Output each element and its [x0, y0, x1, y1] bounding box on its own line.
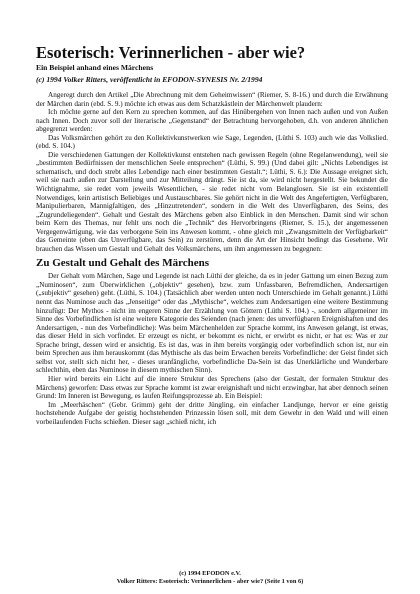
paragraph: Ich möchte gerne auf den Kern zu sprechen kommen, auf das Hinübergehen von Innen nach außen und von Außen nach Innen. Doch zuvor soll der literarische „Gegenstand“ der Betrachtung hervorgehoben, d.h. von anderen ähnlichen abgegrenzt werden:: [36, 108, 388, 134]
paragraph: Angeregt durch den Artikel „Die Abrechnung mit dem Geheimwissen“ (Riemer, S. 8-16.) und durch die Erwähnung der Märchen darin (ebd. S. 9.) möchte ich etwas aus dem Schatzkästlein der Märchenwelt plaudern:: [36, 91, 388, 108]
page-subtitle: Ein Beispiel anhand eines Märchens: [36, 63, 154, 72]
paragraph: Im „Meerhäschen“ (Gebr. Grimm) geht der dritte Jüngling, ein einfacher Landjunge, hervor er eine geistig hochstehende Aufgabe der geistig hochstehenden Prinzessin lösen soll, mit dem Gewehr in den Wald und will einen vorbeilaufenden Fuchs schießen. Dieser sagt „schieß nicht, ich: [36, 400, 388, 426]
page-footer: [0, 570, 420, 585]
paragraph: Der Gehalt vom Märchen, Sage und Legende ist nach Lüthi der gleiche, da es in jeder Gattung um einen Bezug zum „Numinosen“, zum Überwirklichen („objektiv“ gesehen), bzw. zum Unfassbaren, Befremdlichen, Andersartigen („subjektiv“ gesehen) geht. (Lüthi, S. 104.) (Tatsächlich aber werden unten noch Unterschiede im Gehalt genannt.) Lüthi nennt das Numinose auch das „Jenseitige“ oder das „Mythische“, welches zum Andersartigen eine weitere Bestimmung hinzufügt: Der Mythos - nicht im engeren Sinne der Erzählung von Göttern (Lüthi S. 104.) -, sondern allgemeiner im Sinne des Vorbefindlichen ist eine weitere Kategorie des Seienden (nach jenen: des unverfügbaren Ereignishaften und des Andersartigen, - nun des Vorbefindliche): Was beim Märchenhelden zur Sprache kommt, ins Anwesen gelangt, ist etwas, das dieser Held in sich vorfindet. Er erzeugt es nicht, er bekommt es nicht, er erwirbt es nicht, er hat es: Was er zur Sprache bringt, dessen wird er ansichtig. Es ist das, was in ihm bereits vorgängig oder vorbefindlich schon ist, nur ein beim Sprechen aus ihm herauskommt (das Mythische als das beim Erwachen bereits Vorbefindliche: der Geist findet sich selbst vor, stellt sich nicht her, - dieses uranfängliche, vorbefindliche Da-Sein ist das Unerklärliche und Wunderbare schlechthin, eben das Numinose in diesem mythischen Sinn).: [36, 272, 388, 375]
paragraph: Die verschiedenen Gattungen der Kollektivkunst entstehen nach gewissen Regeln (ohne Regelanwendung), weil sie „bestimmten Bedürfnissen der menschlichen Seele entsprechen“ (Lüthi, S. 99.) (Und dabei gilt: „Nichts Lebendiges ist schematisch, und doch strebt alles Lebendige nach einer bestimmten Gestalt.“; Lüthi, S. 6.): Die Aussage ereignet sich, weil sie nach außen zur Darstellung und zur Mitteilung drängt. Sie ist da, sie wird nicht hergestellt. Sie bekundet die Wichtignahme, sie redet vom jeweils Wesentlichen, - sie redet nicht vom Belanglosen. Sie ist ein existentiell Notwendiges, kein artistisch Beliebiges und Austauschbares. Sie gehört nicht in die Welt des Angefertigten, Verfügbaren, Manipulierbaren, Mannigfaltigen, des „Hinzutretenden“, sondern in die Welt des Unverfügbaren, des Seins, des „Zugrundeliegenden“. Gehalt und Gestalt des Märchens geben also Einblick in den Menschen. Damit sind wir schon beim Kern des Themas, nur fehlt uns noch die „Technik“ des Hervorbringens (Riemer, S. 15.), der angemessenen Vergegenwärtigung, wie das verborgene Sein ins Anwesen kommt, - ohne gleich mit „Zwangsmitteln der Verfügbarkeit“ das Gemeinte (eben das Unverfügbare, das Sein) zu zerstören, denn die Art der Hinsicht bedingt das Gesehene. Wir brauchen das Wissen um Gestalt und Gehalt des Volksmärchens, um ihm angemessen zu begegnen:: [36, 150, 388, 253]
source-note: (c) 1994 Volker Ritters, veröffentlicht in EFODON-SYNESIS Nr. 2/1994: [36, 75, 263, 84]
footer-page-info: Volker Ritters: Esoterisch: Verinnerlichen - aber wie? (Seite 1 von 6): [116, 577, 304, 585]
document-page: [36, 44, 388, 426]
section-heading: Zu Gestalt und Gehalt des Märchens: [36, 257, 210, 270]
footer-copyright: (c) 1994 EFODON e.V.: [179, 570, 241, 577]
paragraph: Hier wird bereits ein Licht auf die innere Struktur des Sprechens (also der Gestalt, der formalen Struktur des Märchens) geworfen: Dass etwas zur Sprache kommt ist zwar ereignishaft und nicht erzwingbar, hat aber dennoch seinen Grund: Im Inneren ist Bewegung, es laufen Reifungsprozesse ab. Ein Beispiel:: [36, 374, 388, 401]
paragraph: Das Volksmärchen gehört zu den Kollektivkunstwerken wie Sage, Legenden, (Lüthi S. 103) auch wie das Volkslied. (ebd. S. 104.): [36, 133, 388, 151]
page-title: Esoterisch: Verinnerlichen - aber wie?: [36, 43, 306, 62]
